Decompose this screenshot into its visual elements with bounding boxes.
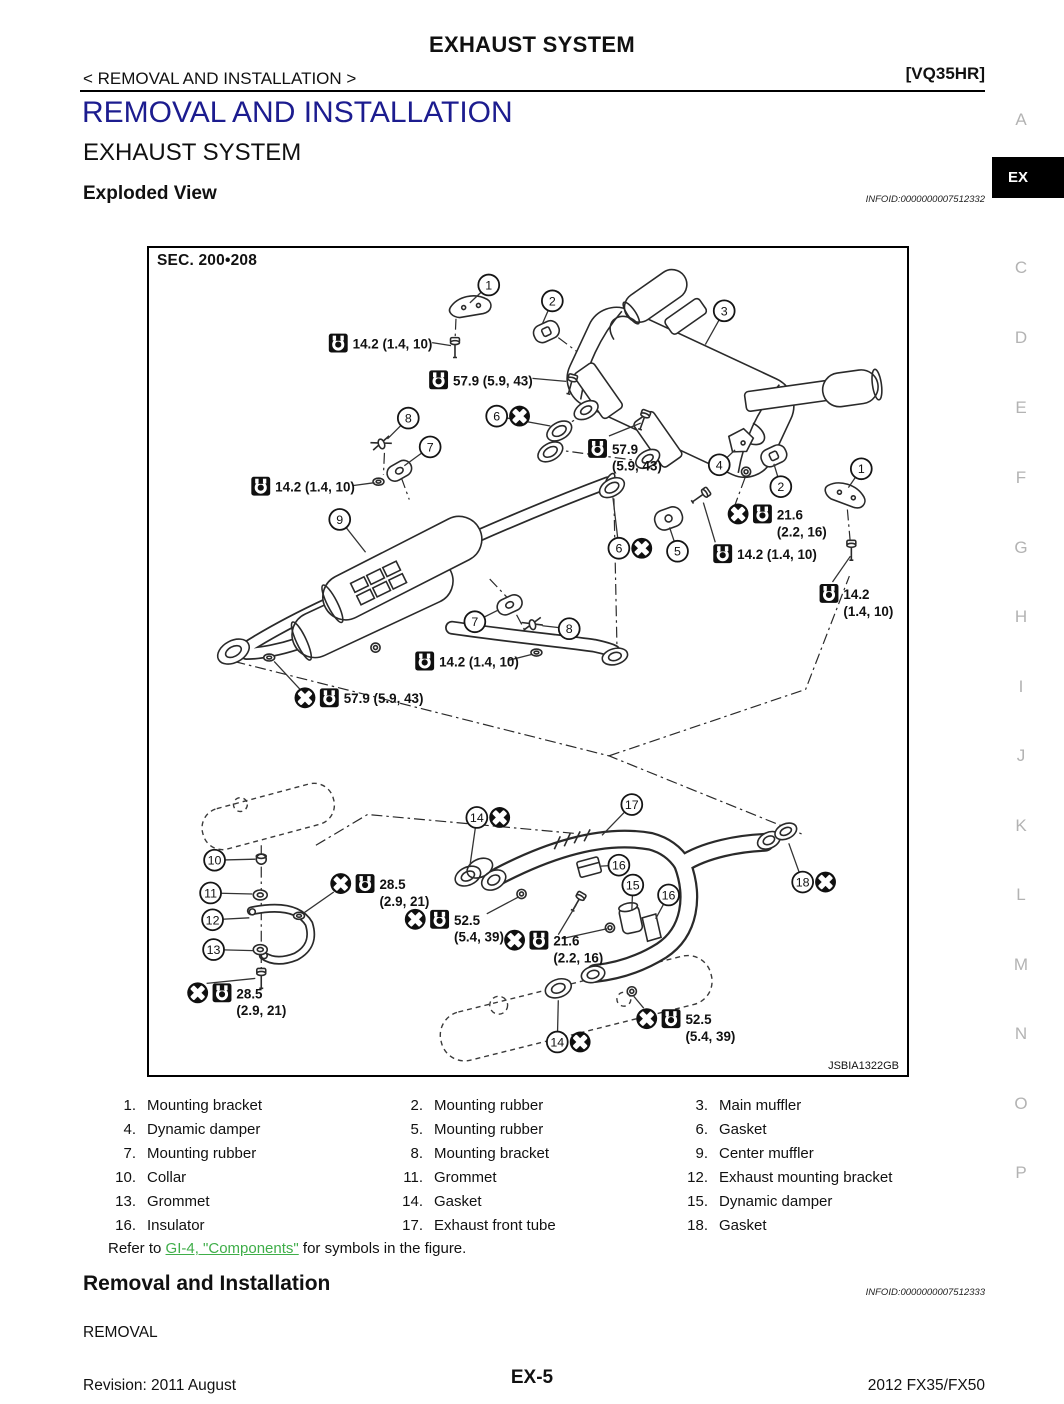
svg-text:2: 2 xyxy=(777,480,785,495)
part-list-item xyxy=(108,1193,395,1217)
torque-value: 14.2 xyxy=(843,586,870,602)
part-name: Mounting rubber xyxy=(147,1145,257,1162)
svg-text:1: 1 xyxy=(485,278,493,293)
part-list-item xyxy=(108,1169,395,1193)
part-name: Mounting rubber xyxy=(434,1121,544,1138)
torque-value: (5.4, 39) xyxy=(685,1028,736,1044)
part-list-item xyxy=(395,1121,680,1145)
torque-wrench-icon xyxy=(529,931,548,950)
part-callout-6 xyxy=(608,538,629,559)
torque-value: 21.6 xyxy=(776,507,803,523)
part-callout-9 xyxy=(329,509,350,530)
svg-text:6: 6 xyxy=(493,409,501,424)
part-number: 5. xyxy=(410,1121,423,1138)
torque-wrench-icon xyxy=(753,505,772,524)
infoid-label: INFOID:0000000007512333 xyxy=(865,1287,985,1298)
part-number: 8. xyxy=(410,1145,423,1162)
part-list-item xyxy=(395,1145,680,1169)
svg-text:10: 10 xyxy=(207,853,222,868)
components-link[interactable]: GI-4, "Components" xyxy=(165,1240,299,1257)
svg-text:14: 14 xyxy=(469,810,484,825)
torque-value: (2.2, 16) xyxy=(776,524,827,540)
part-list-item xyxy=(108,1121,395,1145)
part-list-item xyxy=(395,1193,680,1217)
refer-suffix: for symbols in the figure. xyxy=(298,1240,467,1257)
torque-wrench-icon xyxy=(320,688,339,707)
removal-subheading: REMOVAL xyxy=(83,1324,158,1341)
non-reusable-part-icon xyxy=(489,807,510,828)
svg-text:11: 11 xyxy=(204,886,218,901)
non-reusable-part-icon xyxy=(405,909,426,930)
svg-text:12: 12 xyxy=(205,913,220,928)
exploded-view-heading: Exploded View xyxy=(83,183,217,204)
part-callout-7 xyxy=(464,611,485,632)
part-name: Mounting rubber xyxy=(434,1097,544,1114)
part-number: 18. xyxy=(687,1217,708,1234)
part-name: Grommet xyxy=(434,1169,497,1186)
part-number: 7. xyxy=(123,1145,136,1162)
side-tab-l: L xyxy=(1016,885,1026,904)
footer-page-code: EX-5 xyxy=(510,1367,554,1388)
part-callout-16 xyxy=(658,885,679,906)
torque-value: 57.9 (5.9, 43) xyxy=(452,373,533,389)
torque-value: 14.2 (1.4, 10) xyxy=(275,479,355,495)
part-name: Dynamic damper xyxy=(147,1121,261,1138)
svg-text:2: 2 xyxy=(548,294,556,309)
part-callout-8 xyxy=(398,408,419,429)
part-callout-5 xyxy=(667,541,688,562)
exploded-diagram xyxy=(149,248,906,1074)
torque-value: (2.2, 16) xyxy=(553,950,604,966)
part-callout-8 xyxy=(559,618,580,639)
part-number: 14. xyxy=(402,1193,423,1210)
part-callout-4 xyxy=(709,454,730,475)
svg-text:14: 14 xyxy=(550,1035,565,1050)
part-name: Collar xyxy=(147,1169,187,1186)
breadcrumb: < REMOVAL AND INSTALLATION > xyxy=(83,69,357,88)
side-tab-m: M xyxy=(1013,955,1029,974)
torque-value: 14.2 (1.4, 10) xyxy=(737,547,817,563)
refer-note xyxy=(108,1240,466,1257)
side-tab-o: O xyxy=(1014,1094,1028,1113)
svg-text:13: 13 xyxy=(206,943,221,958)
header-divider xyxy=(80,90,985,92)
non-reusable-part-icon xyxy=(509,406,530,427)
part-number: 9. xyxy=(695,1145,708,1162)
part-name: Mounting bracket xyxy=(147,1097,263,1114)
removal-installation-heading: Removal and Installation xyxy=(83,1272,331,1295)
part-callout-3 xyxy=(714,300,735,321)
svg-text:15: 15 xyxy=(625,878,640,893)
part-callout-15 xyxy=(622,875,643,896)
svg-text:16: 16 xyxy=(611,858,626,873)
part-list-item xyxy=(680,1193,980,1217)
engine-code: [VQ35HR] xyxy=(905,64,985,83)
non-reusable-part-icon xyxy=(728,504,749,525)
torque-wrench-icon xyxy=(713,544,732,563)
part-name: Grommet xyxy=(147,1193,210,1210)
side-tab-e: E xyxy=(1015,398,1027,417)
part-callout-2 xyxy=(542,290,563,311)
torque-value: (1.4, 10) xyxy=(843,603,894,619)
part-number: 13. xyxy=(115,1193,136,1210)
torque-wrench-icon xyxy=(430,910,449,929)
torque-value: 28.5 xyxy=(379,876,406,892)
non-reusable-part-icon xyxy=(631,538,652,559)
svg-text:7: 7 xyxy=(426,440,434,455)
section-title: REMOVAL AND INSTALLATION xyxy=(82,96,513,129)
part-callout-6 xyxy=(486,406,507,427)
exploded-view-figure xyxy=(147,246,909,1077)
torque-wrench-icon xyxy=(662,1009,681,1028)
svg-text:6: 6 xyxy=(615,541,623,556)
svg-text:3: 3 xyxy=(720,304,728,319)
svg-text:5: 5 xyxy=(674,544,681,559)
part-list-item xyxy=(680,1121,980,1145)
svg-text:4: 4 xyxy=(715,458,723,473)
part-number: 17. xyxy=(402,1217,423,1234)
footer-model: 2012 FX35/FX50 xyxy=(867,1377,985,1394)
refer-prefix: Refer to xyxy=(108,1240,166,1257)
part-name: Gasket xyxy=(719,1121,767,1138)
part-list-item xyxy=(680,1217,980,1241)
svg-text:8: 8 xyxy=(565,622,573,637)
part-number: 1. xyxy=(123,1097,136,1114)
part-number: 15. xyxy=(687,1193,708,1210)
svg-text:9: 9 xyxy=(336,512,344,527)
part-callout-13 xyxy=(203,939,224,960)
torque-value: (2.9, 21) xyxy=(236,1003,287,1019)
part-list-item xyxy=(108,1217,395,1241)
part-callout-11 xyxy=(200,883,221,904)
side-tab-g: G xyxy=(1014,538,1028,557)
part-number: 12. xyxy=(687,1169,708,1186)
page-title: EXHAUST SYSTEM xyxy=(429,32,635,57)
part-list-item xyxy=(108,1145,395,1169)
part-callout-14 xyxy=(547,1032,568,1053)
torque-value: 52.5 xyxy=(685,1012,712,1028)
part-list-item xyxy=(108,1097,395,1121)
side-tab-j: J xyxy=(1016,746,1026,765)
parts-list xyxy=(108,1097,980,1241)
section-subtitle: EXHAUST SYSTEM xyxy=(83,139,302,166)
side-tab-d: D xyxy=(1014,328,1028,347)
svg-text:8: 8 xyxy=(404,411,412,426)
part-callout-1 xyxy=(851,458,872,479)
part-number: 6. xyxy=(695,1121,708,1138)
part-callout-14 xyxy=(466,807,487,828)
torque-value: (5.9, 43) xyxy=(611,458,662,474)
part-callout-10 xyxy=(204,850,225,871)
torque-wrench-icon xyxy=(356,874,375,893)
part-name: Exhaust mounting bracket xyxy=(719,1169,893,1186)
torque-value: 21.6 xyxy=(553,933,580,949)
part-list-item xyxy=(395,1097,680,1121)
torque-value: 14.2 (1.4, 10) xyxy=(352,336,433,352)
part-list-item xyxy=(680,1097,980,1121)
side-tab-ex: EX xyxy=(992,157,1064,198)
part-name: Insulator xyxy=(147,1217,205,1234)
torque-wrench-icon xyxy=(213,983,232,1002)
mounting-bracket-assembly xyxy=(249,854,310,960)
side-tab-p: P xyxy=(1015,1163,1027,1182)
part-callout-1 xyxy=(478,275,499,296)
side-tab-i: I xyxy=(1018,677,1024,696)
part-name: Center muffler xyxy=(719,1145,814,1162)
side-tab-a: A xyxy=(1015,110,1027,129)
side-tab-f: F xyxy=(1015,468,1027,487)
part-list-item xyxy=(680,1169,980,1193)
footer-revision: Revision: 2011 August xyxy=(83,1377,237,1394)
non-reusable-part-icon xyxy=(504,930,525,951)
part-name: Gasket xyxy=(434,1193,482,1210)
side-tab-h: H xyxy=(1014,607,1028,626)
non-reusable-part-icon xyxy=(295,687,316,708)
part-callout-7 xyxy=(420,436,441,457)
torque-wrench-icon xyxy=(251,477,270,496)
torque-value: 28.5 xyxy=(236,986,263,1002)
svg-text:7: 7 xyxy=(471,615,479,630)
svg-text:16: 16 xyxy=(661,888,676,903)
torque-wrench-icon xyxy=(588,439,607,458)
part-number: 3. xyxy=(695,1097,708,1114)
side-tab-n: N xyxy=(1014,1024,1028,1043)
torque-value: (5.4, 39) xyxy=(453,929,504,945)
part-number: 10. xyxy=(115,1169,136,1186)
part-callout-17 xyxy=(621,794,642,815)
torque-wrench-icon xyxy=(329,334,348,353)
torque-value: 52.5 xyxy=(453,912,481,928)
torque-wrench-icon xyxy=(820,584,839,603)
part-name: Gasket xyxy=(719,1217,767,1234)
part-callout-16 xyxy=(608,855,629,876)
torque-value: 57.9 (5.9, 43) xyxy=(343,691,424,707)
part-name: Exhaust front tube xyxy=(434,1217,556,1234)
side-tab-k: K xyxy=(1015,816,1027,835)
part-name: Main muffler xyxy=(719,1097,802,1114)
non-reusable-part-icon xyxy=(570,1032,591,1053)
torque-value: 57.9 xyxy=(611,441,639,457)
part-callout-12 xyxy=(202,909,223,930)
non-reusable-part-icon xyxy=(330,873,351,894)
infoid-label: INFOID:0000000007512332 xyxy=(865,194,985,205)
part-list-item xyxy=(680,1145,980,1169)
part-name: Mounting bracket xyxy=(434,1145,550,1162)
part-list-item xyxy=(395,1169,680,1193)
part-list-item xyxy=(395,1217,680,1241)
non-reusable-part-icon xyxy=(187,982,208,1003)
svg-text:1: 1 xyxy=(857,462,865,477)
non-reusable-part-icon xyxy=(636,1008,657,1029)
part-number: 16. xyxy=(115,1217,136,1234)
part-callout-18 xyxy=(792,872,813,893)
figure-id-label: JSBIA1322GB xyxy=(828,1060,899,1072)
side-tab-c: C xyxy=(1014,258,1028,277)
part-number: 11. xyxy=(403,1169,423,1186)
part-number: 4. xyxy=(123,1121,136,1138)
part-callout-2 xyxy=(770,476,791,497)
non-reusable-part-icon xyxy=(815,872,836,893)
torque-wrench-icon xyxy=(415,652,434,671)
torque-value: 14.2 (1.4, 10) xyxy=(439,654,519,670)
torque-value: (2.9, 21) xyxy=(379,893,430,909)
part-name: Dynamic damper xyxy=(719,1193,833,1210)
svg-text:17: 17 xyxy=(624,798,639,813)
torque-wrench-icon xyxy=(429,370,448,389)
svg-text:18: 18 xyxy=(795,875,810,890)
section-code-label: SEC. 200•208 xyxy=(157,252,258,269)
part-number: 2. xyxy=(410,1097,423,1114)
